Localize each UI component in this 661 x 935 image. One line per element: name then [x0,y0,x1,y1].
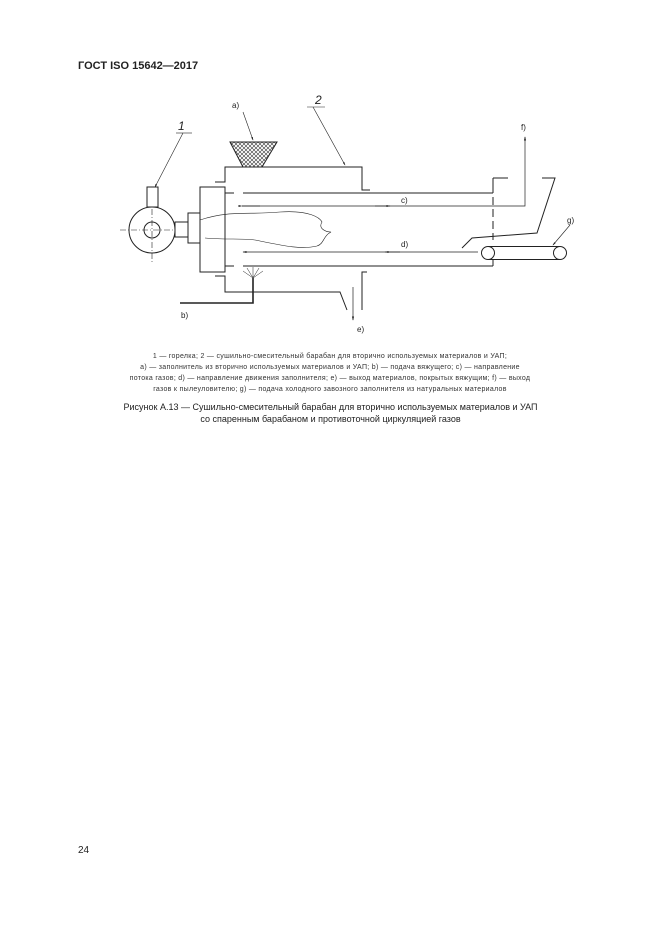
leader-2 [313,107,345,165]
legend-line: 1 — горелка; 2 — сушильно-смесительный барабан для вторично используемых материалов и УАП; [152,353,508,360]
gas-flow-arrow [242,137,525,206]
chute [462,178,555,248]
drum-diagram [0,0,661,345]
drum [200,167,508,310]
conveyor [482,247,567,260]
label-f: f) [521,123,526,132]
label-1: 1 [178,119,185,133]
legend-line: газов к пылеуловителю; g) — подача холодного завозного заполнителя из натуральных материалов [153,386,507,393]
legend-line: a) — заполнитель из вторично используемых материалов и УАП; b) — подача вяжущего; c) — направление [140,364,520,371]
leader-a [243,112,253,140]
document-header: ГОСТ ISO 15642—2017 [78,60,199,72]
label-e: e) [357,325,365,334]
label-b: b) [181,311,189,320]
label-d: d) [401,240,409,249]
legend-line: потока газов; d) — направление движения заполнителя; e) — выход материалов, покрытых вяжущим; f) — выход [129,375,531,382]
binder-spray [243,267,263,278]
figure-caption [60,401,601,425]
leader-1 [155,133,183,187]
binder-pipe [180,278,253,303]
label-g: g) [567,216,575,225]
label-a: a) [232,101,240,110]
figure-legend [105,351,555,395]
label-2: 2 [315,93,322,107]
label-c: c) [401,196,408,205]
leader-g [553,225,570,245]
burner [120,187,225,272]
page-number: 24 [78,845,90,856]
hopper [230,142,277,167]
caption-line: Рисунок А.13 — Сушильно-смесительный барабан для вторично используемых материалов и УАП [123,402,538,412]
caption-line: со спаренным барабаном и противоточной циркуляцией газов [200,414,461,424]
flame [200,212,331,248]
